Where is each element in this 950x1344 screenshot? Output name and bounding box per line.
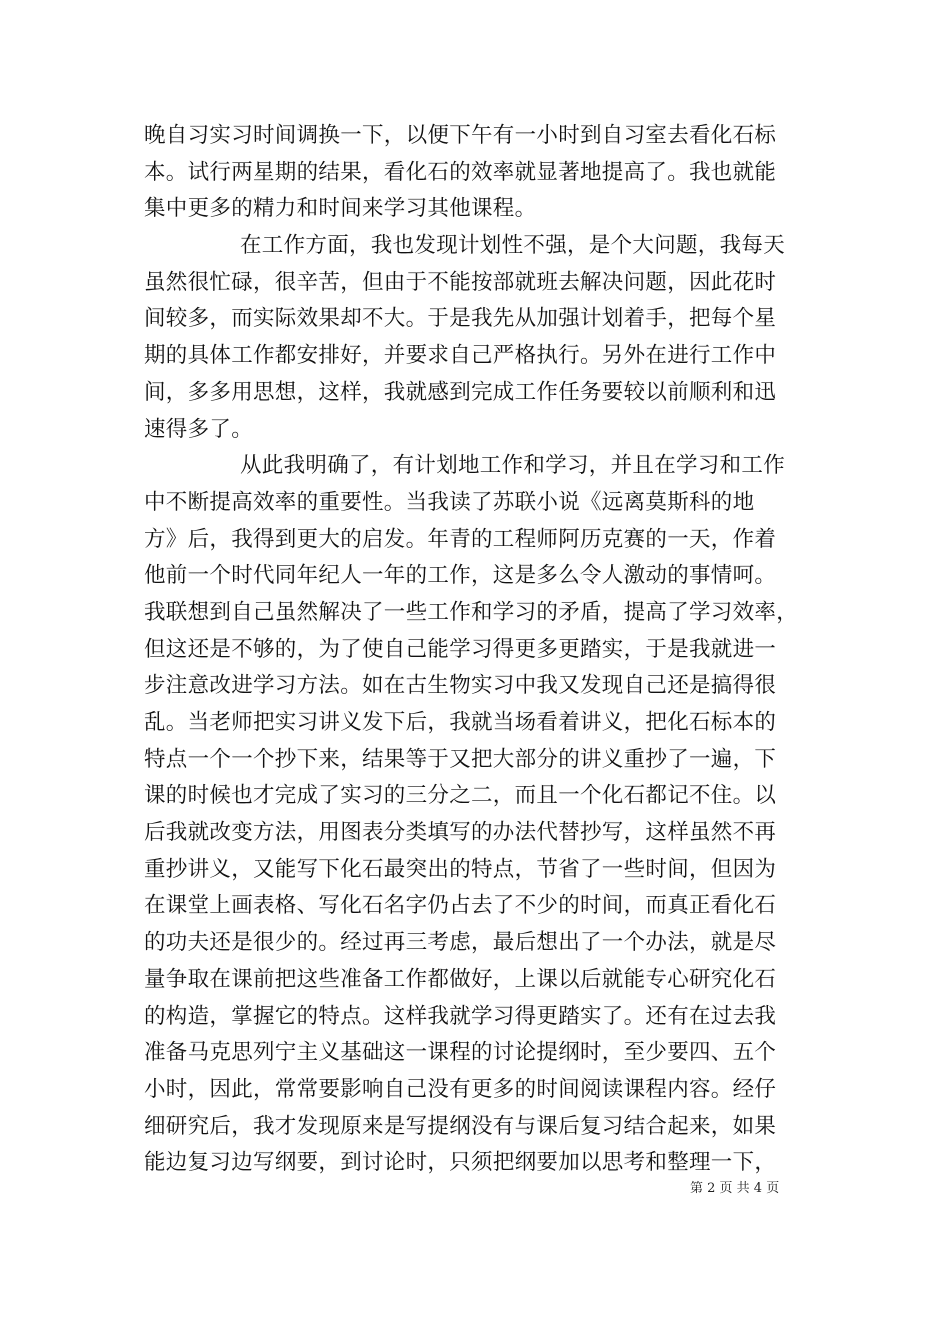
text-line: 虽然很忙碌，很辛苦，但由于不能按部就班去解决问题，因此花时 [144,269,777,295]
text-line: 方》后，我得到更大的启发。年青的工程师阿历克赛的一天，作着 [144,526,777,552]
text-line: 特点一个一个抄下来，结果等于又把大部分的讲义重抄了一遍，下 [144,746,777,772]
text-line: 步注意改进学习方法。如在古生物实习中我又发现自己还是搞得很 [144,673,777,699]
text-line: 在课堂上画表格、写化石名字仍占去了不少的时间，而真正看化石 [144,893,777,919]
text-line: 中不断提高效率的重要性。当我读了苏联小说《远离莫斯科的地 [144,489,755,515]
text-line: 能边复习边写纲要，到讨论时，只须把纲要加以思考和整理一下， [144,1150,777,1176]
text-line: 晚自习实习时间调换一下，以便下午有一小时到自习室去看化石标 [144,123,777,148]
text-line: 我联想到自己虽然解决了一些工作和学习的矛盾，提高了学习效率， [144,599,799,625]
text-line: 间，多多用思想，这样，我就感到完成工作任务要较以前顺利和迅 [144,379,777,405]
text-line: 乱。当老师把实习讲义发下后，我就当场看着讲义，把化石标本的 [144,710,777,735]
paragraph-start-line: 在工作方面，我也发现计划性不强，是个大问题，我每天 [240,233,786,259]
body-text [144,118,824,1182]
text-line: 准备马克思列宁主义基础这一课程的讨论提纲时，至少要四、五个 [144,1040,777,1066]
text-line: 小时，因此，常常要影响自己没有更多的时间阅读课程内容。经仔 [144,1076,777,1102]
text-line: 间较多，而实际效果却不大。于是我先从加强计划着手，把每个星 [144,306,777,332]
text-line: 他前一个时代同年纪人一年的工作，这是多么令人激动的事情呵。 [144,563,777,589]
text-line: 速得多了。 [144,416,254,442]
text-line: 重抄讲义，又能写下化石最突出的特点，节省了一些时间，但因为 [144,856,777,882]
text-line: 但这还是不够的，为了使自己能学习得更多更踏实，于是我就进一 [144,636,777,662]
text-line: 课的时候也才完成了实习的三分之二，而且一个化石都记不住。以 [144,783,777,809]
page-number-footer: 第 2 页 共 4 页 [690,1181,780,1196]
text-line: 的构造，掌握它的特点。这样我就学习得更踏实了。还有在过去我 [144,1003,777,1029]
text-line: 细研究后，我才发现原来是写提纲没有与课后复习结合起来，如果 [144,1113,777,1139]
paragraph-start-line: 从此我明确了，有计划地工作和学习，并且在学习和工作 [240,453,786,479]
text-line: 量争取在课前把这些准备工作都做好，上课以后就能专心研究化石 [144,966,777,992]
text-line: 后我就改变方法，用图表分类填写的办法代替抄写，这样虽然不再 [144,820,777,846]
text-line: 本。试行两星期的结果，看化石的效率就显著地提高了。我也就能 [144,159,777,185]
text-line: 集中更多的精力和时间来学习其他课程。 [144,196,537,222]
text-line: 期的具体工作都安排好，并要求自己严格执行。另外在进行工作中 [144,343,777,369]
text-line: 的功夫还是很少的。经过再三考虑，最后想出了一个办法，就是尽 [144,930,777,956]
